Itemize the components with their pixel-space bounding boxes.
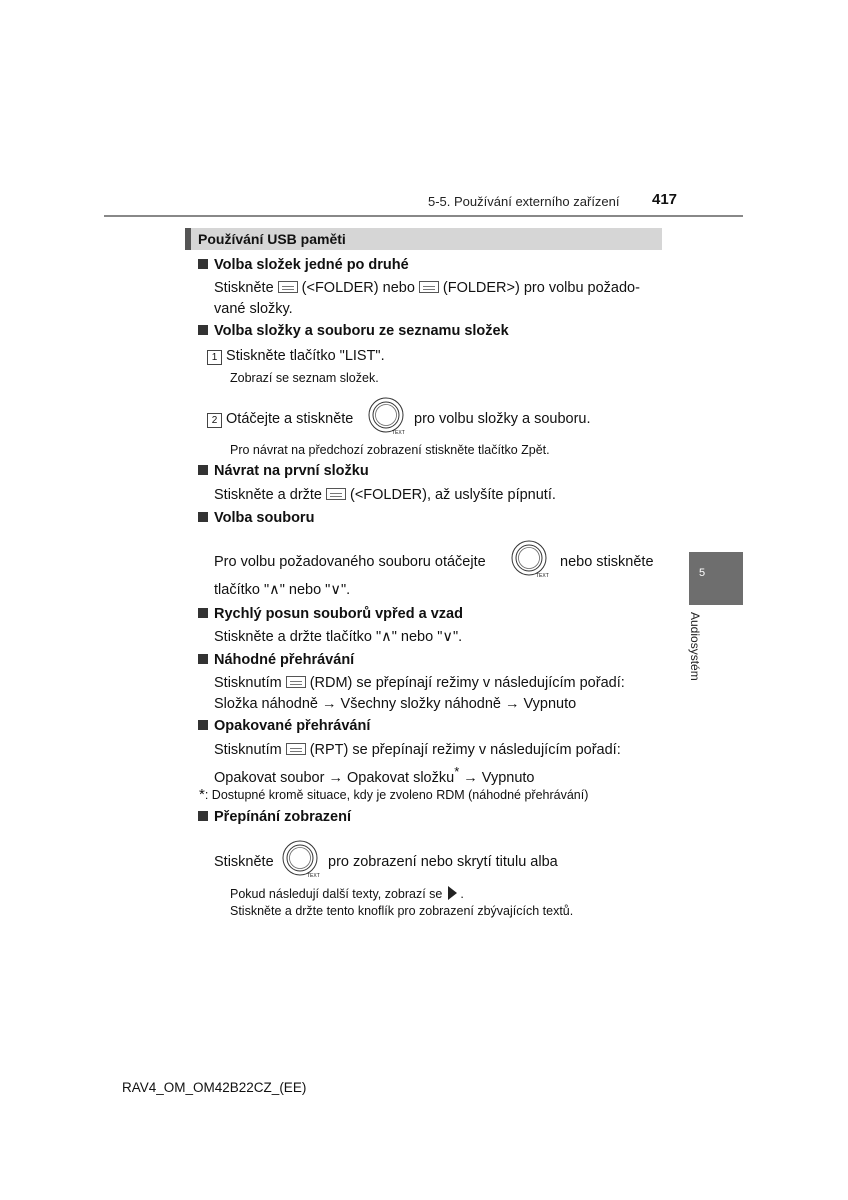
bullet-square-icon xyxy=(198,512,208,522)
chapter-number: 5 xyxy=(699,567,706,579)
header-section-title: 5-5. Používání externího zařízení xyxy=(428,194,620,209)
page-number: 417 xyxy=(652,191,678,208)
knob-text-label: TEXT xyxy=(307,873,320,879)
rdm-button-icon xyxy=(286,676,306,688)
step-2-note: Pro návrat na předchozí zobrazení stiskněte tlačítko Zpět. xyxy=(230,443,550,457)
display-note: Pokud následují další texty, zobrazí se . Stiskněte a držte tento knoflík pro zobrazení zbývajících textů. xyxy=(230,887,574,918)
tune-knob-icon xyxy=(281,840,321,880)
first-folder-text: Stiskněte a držte (<FOLDER), až uslyšíte pípnutí. xyxy=(214,487,556,503)
bullet-square-icon xyxy=(198,654,208,664)
bullet-square-icon xyxy=(198,325,208,335)
file-select-text-3: tlačítko "∧" nebo "∨". xyxy=(214,582,351,598)
folder-prev-button-icon xyxy=(278,281,298,293)
bullet-square-icon xyxy=(198,465,208,475)
random-text: Stisknutím (RDM) se přepínají režimy v následujícím pořadí: Složka náhodně → Všechny složky náhodně → Vypnuto xyxy=(214,675,625,712)
chapter-tab xyxy=(689,552,743,605)
heading-repeat: Opakované přehrávání xyxy=(198,718,370,734)
heading-random: Náhodné přehrávání xyxy=(198,652,354,668)
heading-fast-forward: Rychlý posun souborů vpřed a vzad xyxy=(198,606,463,622)
step-2: 2 Otáčejte a stiskněte xyxy=(207,409,353,430)
step-number-2: 2 xyxy=(207,413,222,428)
bullet-square-icon xyxy=(198,259,208,269)
footer-code: RAV4_OM_OM42B22CZ_(EE) xyxy=(122,1080,307,1095)
knob-text-label: TEXT xyxy=(392,430,405,436)
repeat-footnote: *: Dostupné kromě situace, kdy je zvoleno RDM (náhodné přehrávání) xyxy=(199,786,589,803)
bullet-square-icon xyxy=(198,811,208,821)
heading-file-select: Volba souboru xyxy=(198,510,314,526)
step-2-rest: pro volbu složky a souboru. xyxy=(414,411,591,427)
heading-display: Přepínání zobrazení xyxy=(198,809,351,825)
tune-knob-icon xyxy=(367,397,407,437)
chapter-label: Audiosystém xyxy=(688,612,702,681)
fast-forward-text: Stiskněte a držte tlačítko "∧" nebo "∨". xyxy=(214,629,463,645)
bullet-square-icon xyxy=(198,608,208,618)
heading-folder-select: Volba složek jedné po druhé xyxy=(198,257,409,273)
bullet-square-icon xyxy=(198,720,208,730)
header-rule xyxy=(104,215,743,217)
file-select-text-2: nebo stiskněte xyxy=(560,554,654,570)
heading-folder-list: Volba složky a souboru ze seznamu složek xyxy=(198,323,509,339)
repeat-text: Stisknutím (RPT) se přepínají režimy v následujícím pořadí: Opakovat soubor → Opakovat složku* → Vypnuto xyxy=(214,742,621,786)
folder-select-text: Stiskněte (<FOLDER) nebo (FOLDER>) pro volbu požado- vané složky. xyxy=(214,280,640,317)
folder-next-button-icon xyxy=(419,281,439,293)
display-text-1: Stiskněte xyxy=(214,854,274,870)
heading-first-folder: Návrat na první složku xyxy=(198,463,369,479)
folder-prev-button-icon xyxy=(326,488,346,500)
rpt-button-icon xyxy=(286,743,306,755)
tune-knob-icon xyxy=(510,540,550,580)
step-number-1: 1 xyxy=(207,350,222,365)
more-text-arrow-icon xyxy=(448,886,457,900)
step-1: 1 Stiskněte tlačítko "LIST". xyxy=(207,346,385,367)
section-title-bar xyxy=(185,228,662,250)
step-1-note: Zobrazí se seznam složek. xyxy=(230,371,379,385)
file-select-text-1: Pro volbu požadovaného souboru otáčejte xyxy=(214,554,486,570)
section-title: Používání USB paměti xyxy=(198,231,346,247)
knob-text-label: TEXT xyxy=(536,573,549,579)
display-text-2: pro zobrazení nebo skrytí titulu alba xyxy=(328,854,558,870)
